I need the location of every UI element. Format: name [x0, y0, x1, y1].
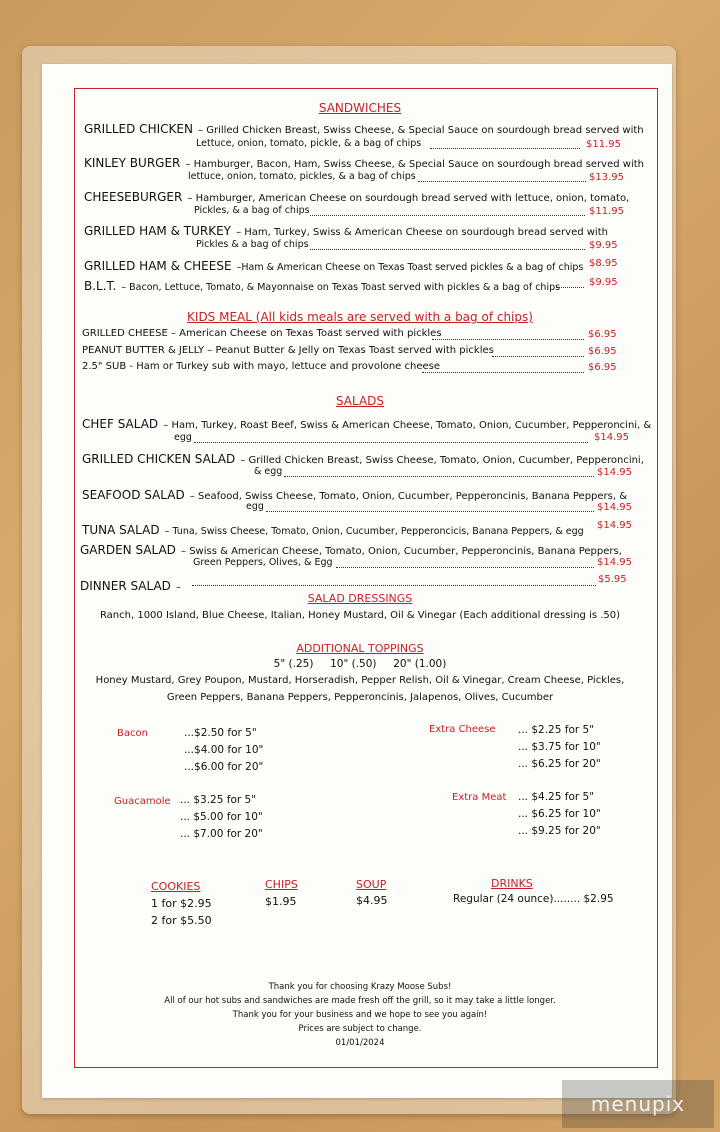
extra-label: Guacamole	[114, 796, 171, 807]
cookies-header: COOKIES	[151, 880, 201, 893]
item-desc: Pickles & a bag of chips	[196, 239, 309, 250]
item-desc: lettuce, onion, tomato, pickles, & a bag of chips	[188, 171, 416, 182]
cookies-price: 2 for $5.50	[151, 914, 212, 927]
item-price: $9.95	[589, 240, 618, 251]
item-price: $9.95	[589, 277, 618, 288]
dot-leader	[310, 249, 585, 250]
item-name: PEANUT BUTTER & JELLY	[82, 345, 205, 356]
footer-line: Prices are subject to change.	[298, 1024, 422, 1034]
item-price: $6.95	[588, 346, 617, 357]
item-desc: – American Cheese on Texas Toast served with pickles	[170, 328, 442, 339]
extra-price: ... $6.25 for 20"	[518, 758, 601, 770]
item-price: $14.95	[597, 557, 632, 568]
salads-header: SALADS	[335, 394, 385, 408]
item-desc: – Hamburger, American Cheese on sourdough bread served with lettuce, onion, tomato,	[187, 193, 630, 204]
dot-leader	[194, 442, 588, 443]
extra-price: ... $5.00 for 10"	[180, 811, 263, 823]
extra-price: ...$6.00 for 20"	[184, 761, 264, 773]
extra-price: ... $3.25 for 5"	[180, 794, 257, 806]
item-name: GRILLED CHEESE	[82, 328, 168, 339]
item-name: B.L.T.	[84, 279, 117, 293]
dressings-header: SALAD DRESSINGS	[307, 592, 413, 605]
menupix-watermark: menupix	[562, 1080, 714, 1128]
item-name: GRILLED HAM & TURKEY	[84, 224, 231, 238]
footer-line: Thank you for choosing Krazy Moose Subs!	[268, 982, 452, 992]
toppings-header: ADDITIONAL TOPPINGS	[296, 642, 424, 655]
item-desc: Green Peppers, Olives, & Egg	[193, 557, 333, 568]
kids-meal-header: KIDS MEAL (All kids meals are served with a bag of chips)	[187, 310, 533, 324]
item-desc: Lettuce, onion, tomato, pickle, & a bag of chips	[196, 138, 422, 149]
extra-label: Extra Cheese	[429, 724, 496, 735]
extra-price: ... $9.25 for 20"	[518, 825, 601, 837]
item-price: $13.95	[589, 172, 624, 183]
item-price: $14.95	[597, 502, 632, 513]
extra-label: Extra Meat	[452, 792, 507, 803]
chips-price: $1.95	[265, 895, 297, 908]
dot-leader	[266, 511, 594, 512]
footer-line: Thank you for your business and we hope to see you again!	[232, 1010, 488, 1020]
dot-leader	[432, 339, 584, 340]
toppings-list: Green Peppers, Banana Peppers, Pepperoncinis, Jalapenos, Olives, Cucumber	[166, 692, 554, 703]
item-price: $14.95	[594, 432, 629, 443]
item-desc: & egg	[254, 466, 283, 477]
item-desc: – Ham, Turkey, Roast Beef, Swiss & American Cheese, Tomato, Onion, Cucumber, Pepperoncini, &	[163, 420, 652, 431]
item-price: $5.95	[598, 574, 627, 585]
footer-date: 01/01/2024	[335, 1038, 385, 1048]
item-price: $11.95	[586, 139, 621, 150]
item-desc: – Peanut Butter & Jelly on Texas Toast served with pickles	[207, 345, 494, 356]
item-desc: – Seafood, Swiss Cheese, Tomato, Onion, Cucumber, Pepperoncinis, Banana Peppers, &	[189, 491, 628, 502]
item-desc: - Ham or Turkey sub with mayo, lettuce and provolone cheese	[129, 361, 441, 372]
dot-leader	[422, 372, 584, 373]
toppings-list: Honey Mustard, Grey Poupon, Mustard, Horseradish, Pepper Relish, Oil & Vinegar, Cream Cheese, Pickles,	[95, 675, 625, 686]
extra-price: ... $7.00 for 20"	[180, 828, 263, 840]
item-name: SEAFOOD SALAD	[82, 488, 185, 502]
item-price: $8.95	[589, 258, 618, 269]
item-name: KINLEY BURGER	[84, 156, 181, 170]
item-name: GARDEN SALAD	[80, 543, 176, 557]
item-desc: – Swiss & American Cheese, Tomato, Onion, Cucumber, Pepperoncinis, Banana Peppers,	[181, 546, 622, 557]
item-desc: egg	[246, 501, 264, 512]
extra-label: Bacon	[117, 728, 148, 739]
drinks-header: DRINKS	[491, 877, 533, 890]
item-desc: –	[176, 582, 182, 593]
item-desc: – Hamburger, Bacon, Ham, Swiss Cheese, & Special Sauce on sourdough bread served with	[185, 159, 644, 170]
extra-price: ... $6.25 for 10"	[518, 808, 601, 820]
cookies-price: 1 for $2.95	[151, 897, 212, 910]
dot-leader	[192, 585, 596, 586]
item-price: $6.95	[588, 329, 617, 340]
item-name: CHEF SALAD	[82, 417, 159, 431]
item-price: $6.95	[588, 362, 617, 373]
dot-leader	[418, 181, 586, 182]
item-name: GRILLED HAM & CHEESE	[84, 259, 232, 273]
item-price: $14.95	[597, 520, 632, 531]
extra-price: ... $3.75 for 10"	[518, 741, 601, 753]
sandwiches-header: SANDWICHES	[318, 101, 402, 115]
dot-leader	[336, 567, 594, 568]
extra-price: ... $2.25 for 5"	[518, 724, 595, 736]
dot-leader	[310, 215, 585, 216]
dot-leader	[492, 356, 584, 357]
item-desc: – Ham, Turkey, Swiss & American Cheese on sourdough bread served with	[236, 227, 608, 238]
dot-leader	[556, 287, 584, 288]
item-desc: Pickles, & a bag of chips	[194, 205, 310, 216]
footer-line: All of our hot subs and sandwiches are made fresh off the grill, so it may take a little longer.	[164, 996, 556, 1006]
item-desc: egg	[174, 432, 192, 443]
extra-price: ...$2.50 for 5"	[184, 727, 257, 739]
drinks-price: Regular (24 ounce)........ $2.95	[453, 893, 614, 905]
item-desc: – Bacon, Lettuce, Tomato, & Mayonnaise on Texas Toast served with pickles & a bag of chips	[121, 282, 561, 293]
item-price: $11.95	[589, 206, 624, 217]
extra-price: ...$4.00 for 10"	[184, 744, 264, 756]
item-desc: – Tuna, Swiss Cheese, Tomato, Onion, Cucumber, Pepperoncicis, Banana Peppers, & egg	[164, 526, 584, 537]
item-name: 2.5" SUB	[82, 361, 127, 372]
soup-price: $4.95	[356, 894, 388, 907]
item-name: CHEESEBURGER	[84, 190, 183, 204]
soup-header: SOUP	[356, 878, 387, 891]
item-name: GRILLED CHICKEN	[84, 122, 193, 136]
item-name: GRILLED CHICKEN SALAD	[82, 452, 236, 466]
chips-header: CHIPS	[265, 878, 298, 891]
dressings-text: Ranch, 1000 Island, Blue Cheese, Italian, Honey Mustard, Oil & Vinegar (Each additional dressing is .50)	[99, 610, 621, 621]
item-desc: – Grilled Chicken Breast, Swiss Cheese, & Special Sauce on sourdough bread served with	[198, 125, 644, 136]
item-price: $14.95	[597, 467, 632, 478]
dot-leader	[284, 476, 594, 477]
item-desc: – Grilled Chicken Breast, Swiss Cheese, Tomato, Onion, Cucumber, Pepperoncini,	[240, 455, 644, 466]
item-name: TUNA SALAD	[82, 523, 160, 537]
dot-leader	[430, 148, 580, 149]
item-name: DINNER SALAD	[80, 579, 171, 593]
toppings-sizes: 5" (.25) 10" (.50) 20" (1.00)	[273, 658, 447, 670]
extra-price: ... $4.25 for 5"	[518, 791, 595, 803]
item-desc: –Ham & American Cheese on Texas Toast served pickles & a bag of chips	[236, 262, 584, 273]
